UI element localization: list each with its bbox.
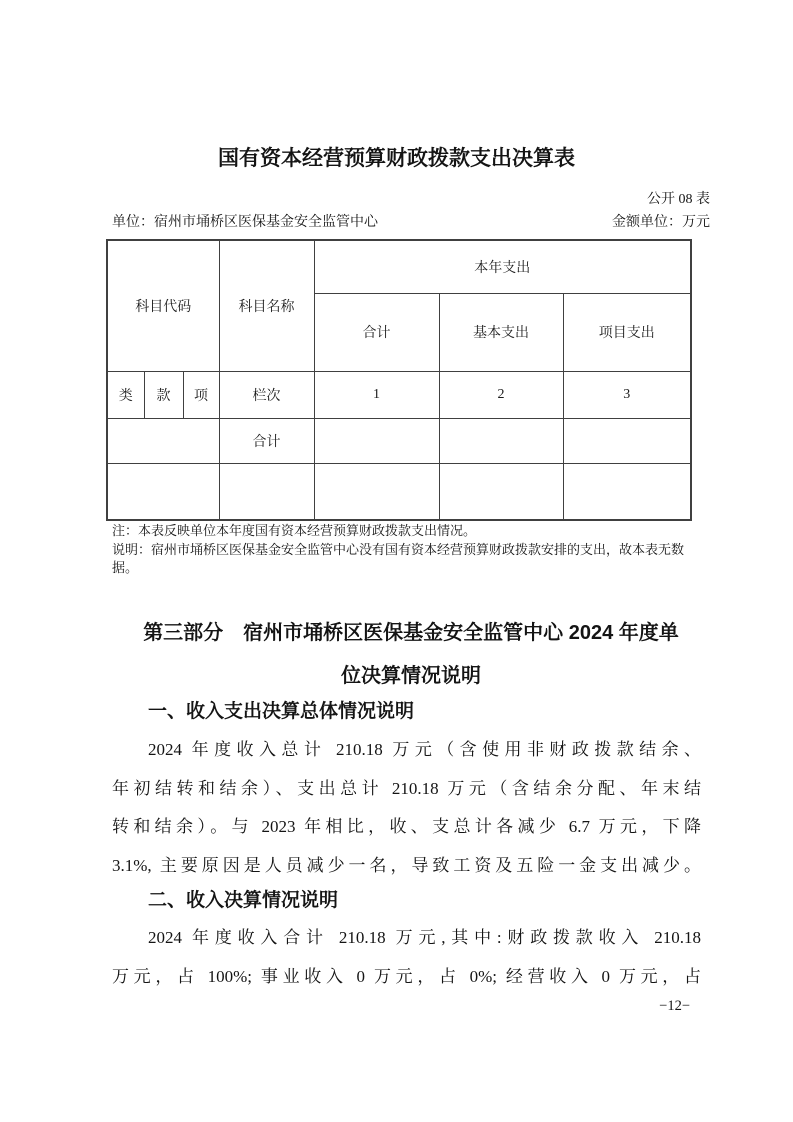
table-row bbox=[107, 418, 691, 463]
cell-code bbox=[107, 418, 219, 463]
cell-basic-value bbox=[439, 418, 563, 463]
part3-heading bbox=[112, 612, 710, 698]
header-subject-name: 科目名称 bbox=[219, 240, 314, 371]
table-row bbox=[107, 240, 691, 293]
index-cell-col1: 1 bbox=[314, 371, 439, 418]
index-cell-section: 款 bbox=[144, 371, 183, 418]
cell-name bbox=[219, 463, 314, 520]
index-cell-column-label: 栏次 bbox=[219, 371, 314, 418]
index-cell-col3: 3 bbox=[563, 371, 691, 418]
paragraph-line: 万元，占 100%; 事业收入 0 万元，占 0%; 经营收入 0 万元，占 bbox=[112, 966, 701, 986]
amount-unit-label: 金额单位：万元 bbox=[612, 215, 710, 230]
section1-paragraph bbox=[112, 731, 701, 885]
header-subject-code: 科目代码 bbox=[107, 240, 219, 371]
form-number-label: 公开 08 表 bbox=[647, 192, 710, 207]
paragraph-line: 年初结转和结余）、支出总计 210.18 万元（含结余分配、年末结 bbox=[112, 778, 701, 798]
index-cell-class: 类 bbox=[107, 371, 144, 418]
cell-project-value bbox=[563, 463, 691, 520]
table-row bbox=[107, 371, 691, 418]
table-meta-row bbox=[112, 213, 710, 232]
page-title: 国有资本经营预算财政拨款支出决算表 bbox=[218, 147, 575, 170]
table-row bbox=[107, 463, 691, 520]
paragraph-line: 2024 年度收入总计 210.18 万元（含使用非财政拨款结余、 bbox=[148, 740, 701, 759]
expenditure-table bbox=[106, 239, 692, 521]
table-notes bbox=[112, 522, 694, 578]
cell-code bbox=[107, 463, 219, 520]
section2-paragraph bbox=[112, 919, 701, 996]
index-cell-col2: 2 bbox=[439, 371, 563, 418]
cell-name-total: 合计 bbox=[219, 418, 314, 463]
cell-project-value bbox=[563, 418, 691, 463]
index-cell-item: 项 bbox=[183, 371, 219, 418]
part3-heading-line: 位决算情况说明 bbox=[341, 665, 481, 687]
section1-heading: 一、收入支出决算总体情况说明 bbox=[148, 701, 415, 722]
cell-total-value bbox=[314, 418, 439, 463]
section2-heading: 二、收入决算情况说明 bbox=[148, 890, 339, 911]
paragraph-line: 3.1%, 主要原因是人员减少一名，导致工资及五险一金支出减少。 bbox=[112, 855, 701, 875]
part3-heading-line: 第三部分 宿州市埇桥区医保基金安全监管中心 2024 年度单 bbox=[143, 622, 679, 644]
page-number: −12− bbox=[659, 998, 690, 1014]
note-line: 说明：宿州市埇桥区医保基金安全监管中心没有国有资本经营预算财政拨款安排的支出，故本表无数 bbox=[112, 541, 685, 557]
header-current-year-expenditure: 本年支出 bbox=[314, 240, 691, 293]
paragraph-line: 转和结余）。与 2023 年相比，收、支总计各减少 6.7 万元，下降 bbox=[112, 817, 701, 836]
unit-label: 单位：宿州市埇桥区医保基金安全监管中心 bbox=[112, 215, 378, 230]
cell-basic-value bbox=[439, 463, 563, 520]
header-project-expenditure: 项目支出 bbox=[563, 293, 691, 371]
header-basic-expenditure: 基本支出 bbox=[439, 293, 563, 371]
note-line: 据。 bbox=[112, 560, 139, 575]
paragraph-line: 2024 年度收入合计 210.18 万元,其中:财政拨款收入 210.18 bbox=[148, 928, 701, 947]
cell-total-value bbox=[314, 463, 439, 520]
header-total: 合计 bbox=[314, 293, 439, 371]
note-line: 注：本表反映单位本年度国有资本经营预算财政拨款支出情况。 bbox=[112, 523, 477, 538]
